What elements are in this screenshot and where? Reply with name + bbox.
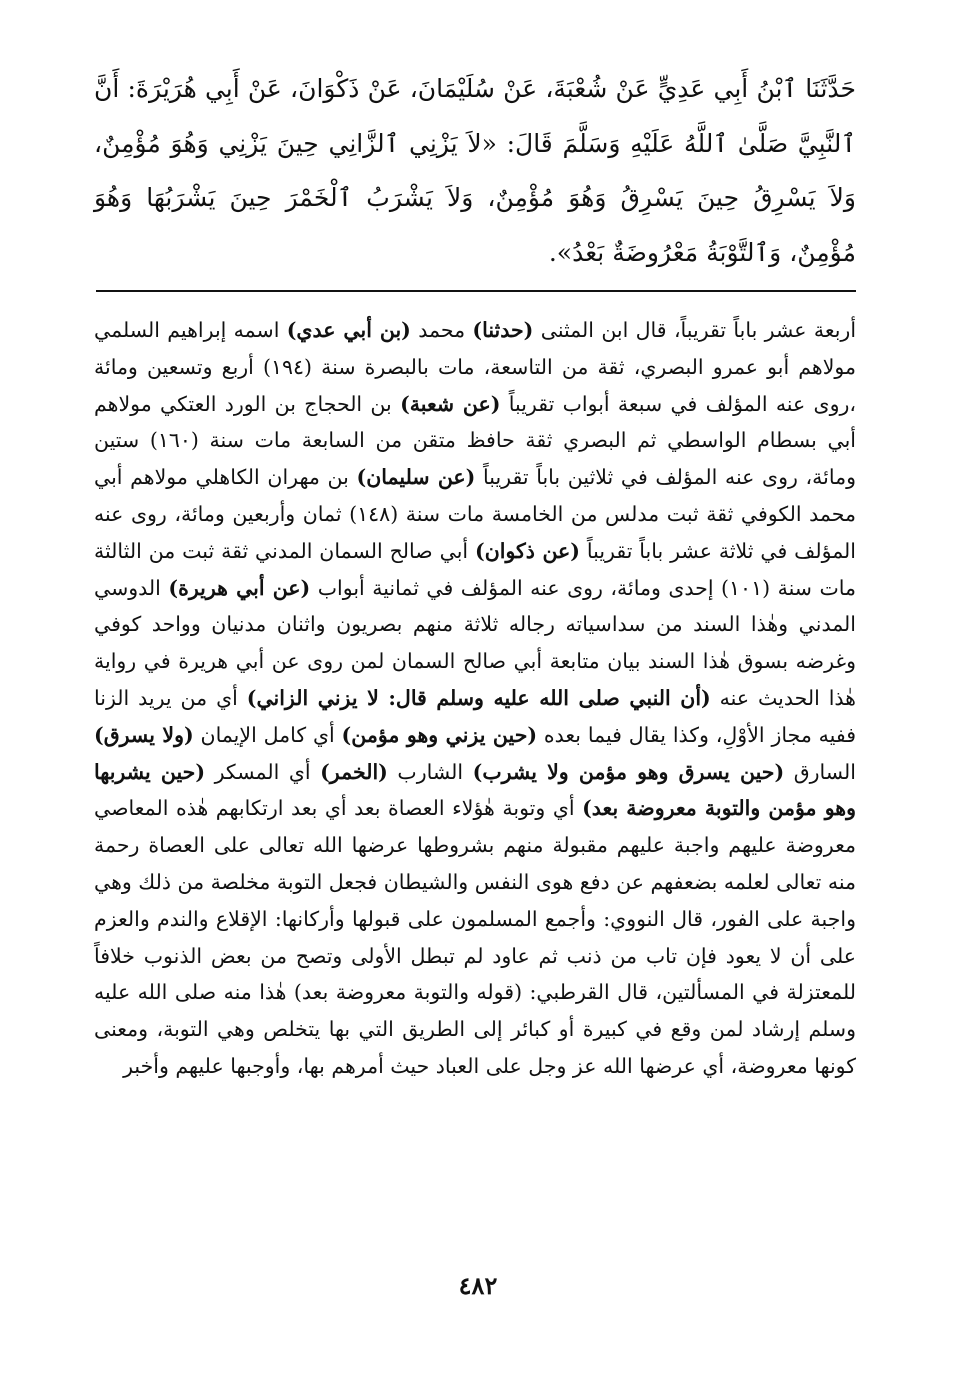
commentary-run: اسمه إبراهيم السلمي مولاهم أبو عمرو البصري، ثقة من التاسعة، مات بالبصرة سنة (١٩٤) أربع وتسعين ومائة ،روى عنه المؤلف في سبعة أبواب تقريباً [94,318,856,416]
commentary-run: محمد [410,318,473,342]
commentary-run: أي من يريد الزنا ففيه مجاز الأوْلِ، وكذا يقال فيما بعده [94,685,856,747]
commentary-quote: (ولا يسرق) [94,722,194,747]
commentary-run: الشارب [387,759,473,784]
commentary-run: بن مهران الكاهلي مولاهم أبي محمد الكوفي ثقة ثبت مدلس من الخامسة مات سنة (١٤٨) ثمان وأربعين ومائة، روى عنه المؤلف في ثلاثة عشر باباً تقريباً [94,465,856,563]
commentary-quote: (حين يشربها وهو مؤمن والتوبة معروضة بعد) [94,759,856,821]
commentary-run: أربعة عشر باباً تقريباً، قال ابن المثنى [533,318,857,342]
commentary-quote: (بن أبي عدي) [286,318,411,342]
commentary-quote: (عن أبي هريرة) [168,575,311,600]
commentary-run: أي كامل الإيمان [193,722,342,747]
commentary-run: السارق [784,759,856,784]
page-number: ٤٨٢ [458,1271,498,1300]
commentary-run: بن الحجاج بن الورد العتكي مولاهم أبي بسطام الواسطي ثم البصري ثقة حافظ متقن من السابعة مات سنة (١٦٠) ستين ومائة، روى عنه المؤلف في ثلاثين باباً تقريباً [94,391,856,490]
commentary-run: أي المسكر [205,759,321,784]
commentary-run: الدوسي المدني وهٰذا السند من سداسياته رجاله ثلاثة منهم بصريون واثنان مدنيان وواحد كوفي وغرضه بسوق هٰذا السند بيان متابعة أبي صالح السمان لمن روى عن أبي هريرة في رواية هٰذا الحديث عنه [94,575,856,710]
commentary-text [94,312,856,1085]
commentary-run: أي وتوبة هٰؤلاء العصاة بعد أي بعد ارتكابهم هٰذه المعاصي معروضة عليهم واجبة عليهم مقبولة منهم بشروطها عرضها الله تعالى على العصاة رحمة منه تعالى لعلمه بضعفهم عن دفع هوى النفس والشيطان فجعل التوبة مخلصة من ذلك وهي واجبة على الفور، قال النووي: وأجمع المسلمون على قبولها وأركانها: الإقلاع والندم والعزم على أن لا يعود فإن تاب من ذنب ثم عاود لم تبطل الأولى وتصح من بعض الذنوب خلافاً للمعتزلة في المسألتين، قال القرطبي: (قوله والتوبة معروضة بعد) هٰذا منه صلى الله عليه وسلم إرشاد لمن وقع في كبيرة أو كبائر إلى الطريق التي بها يتخلص وهي التوبة، ومعنى كونها معروضة، أي عرضها الله عز وجل على العباد حيث أمرهم بها، وأوجبها عليهم وأخبر [93,796,856,1078]
commentary-quote: (عن شعبة) [400,391,501,416]
commentary-run: أبي صالح السمان المدني ثقة ثبت من الثالثة مات سنة (١٠١) إحدى ومائة، روى عنه المؤلف في ثمانية أبواب [94,538,856,600]
footnote-divider [96,290,856,292]
commentary-quote: (عن ذكوان) [475,538,580,563]
commentary-quote: (حدثنا) [472,318,534,342]
commentary-quote: (حين يزني وهو مؤمن) [341,722,538,747]
commentary-quote: (الخمر) [320,759,388,784]
commentary-quote: (عن سليمان) [356,465,476,490]
hadith-text: حَدَّثَنَا ٱبْنُ أَبِي عَدِيٍّ عَنْ شُعْبَةَ، عَنْ سُلَيْمَانَ، عَنْ ذَكْوَانَ، عَنْ أَبِي هُرَيْرَةَ: أَنَّ ٱلنَّبِيَّ صَلَّىٰ ٱللَّهُ عَلَيْهِ وَسَلَّمَ قَالَ: «لاَ يَزْنِي ٱلزَّانِي حِينَ يَزْنِي وَهُوَ مُؤْمِنٌ، وَلاَ يَسْرِقُ حِينَ يَسْرِقُ وَهُوَ مُؤْمِنٌ، وَلاَ يَشْرَبُ ٱلْخَمْرَ حِينَ يَشْرَبُهَا وَهُوَ مُؤْمِنٌ، وَٱلتَّوْبَةُ مَعْرُوضَةٌ بَعْدُ». [94,74,856,267]
commentary-quote: (حين يسرق وهو مؤمن ولا يشرب) [472,759,785,784]
commentary-quote: (أن النبي صلى الله عليه وسلم قال: لا يزني الزاني) [246,685,711,710]
